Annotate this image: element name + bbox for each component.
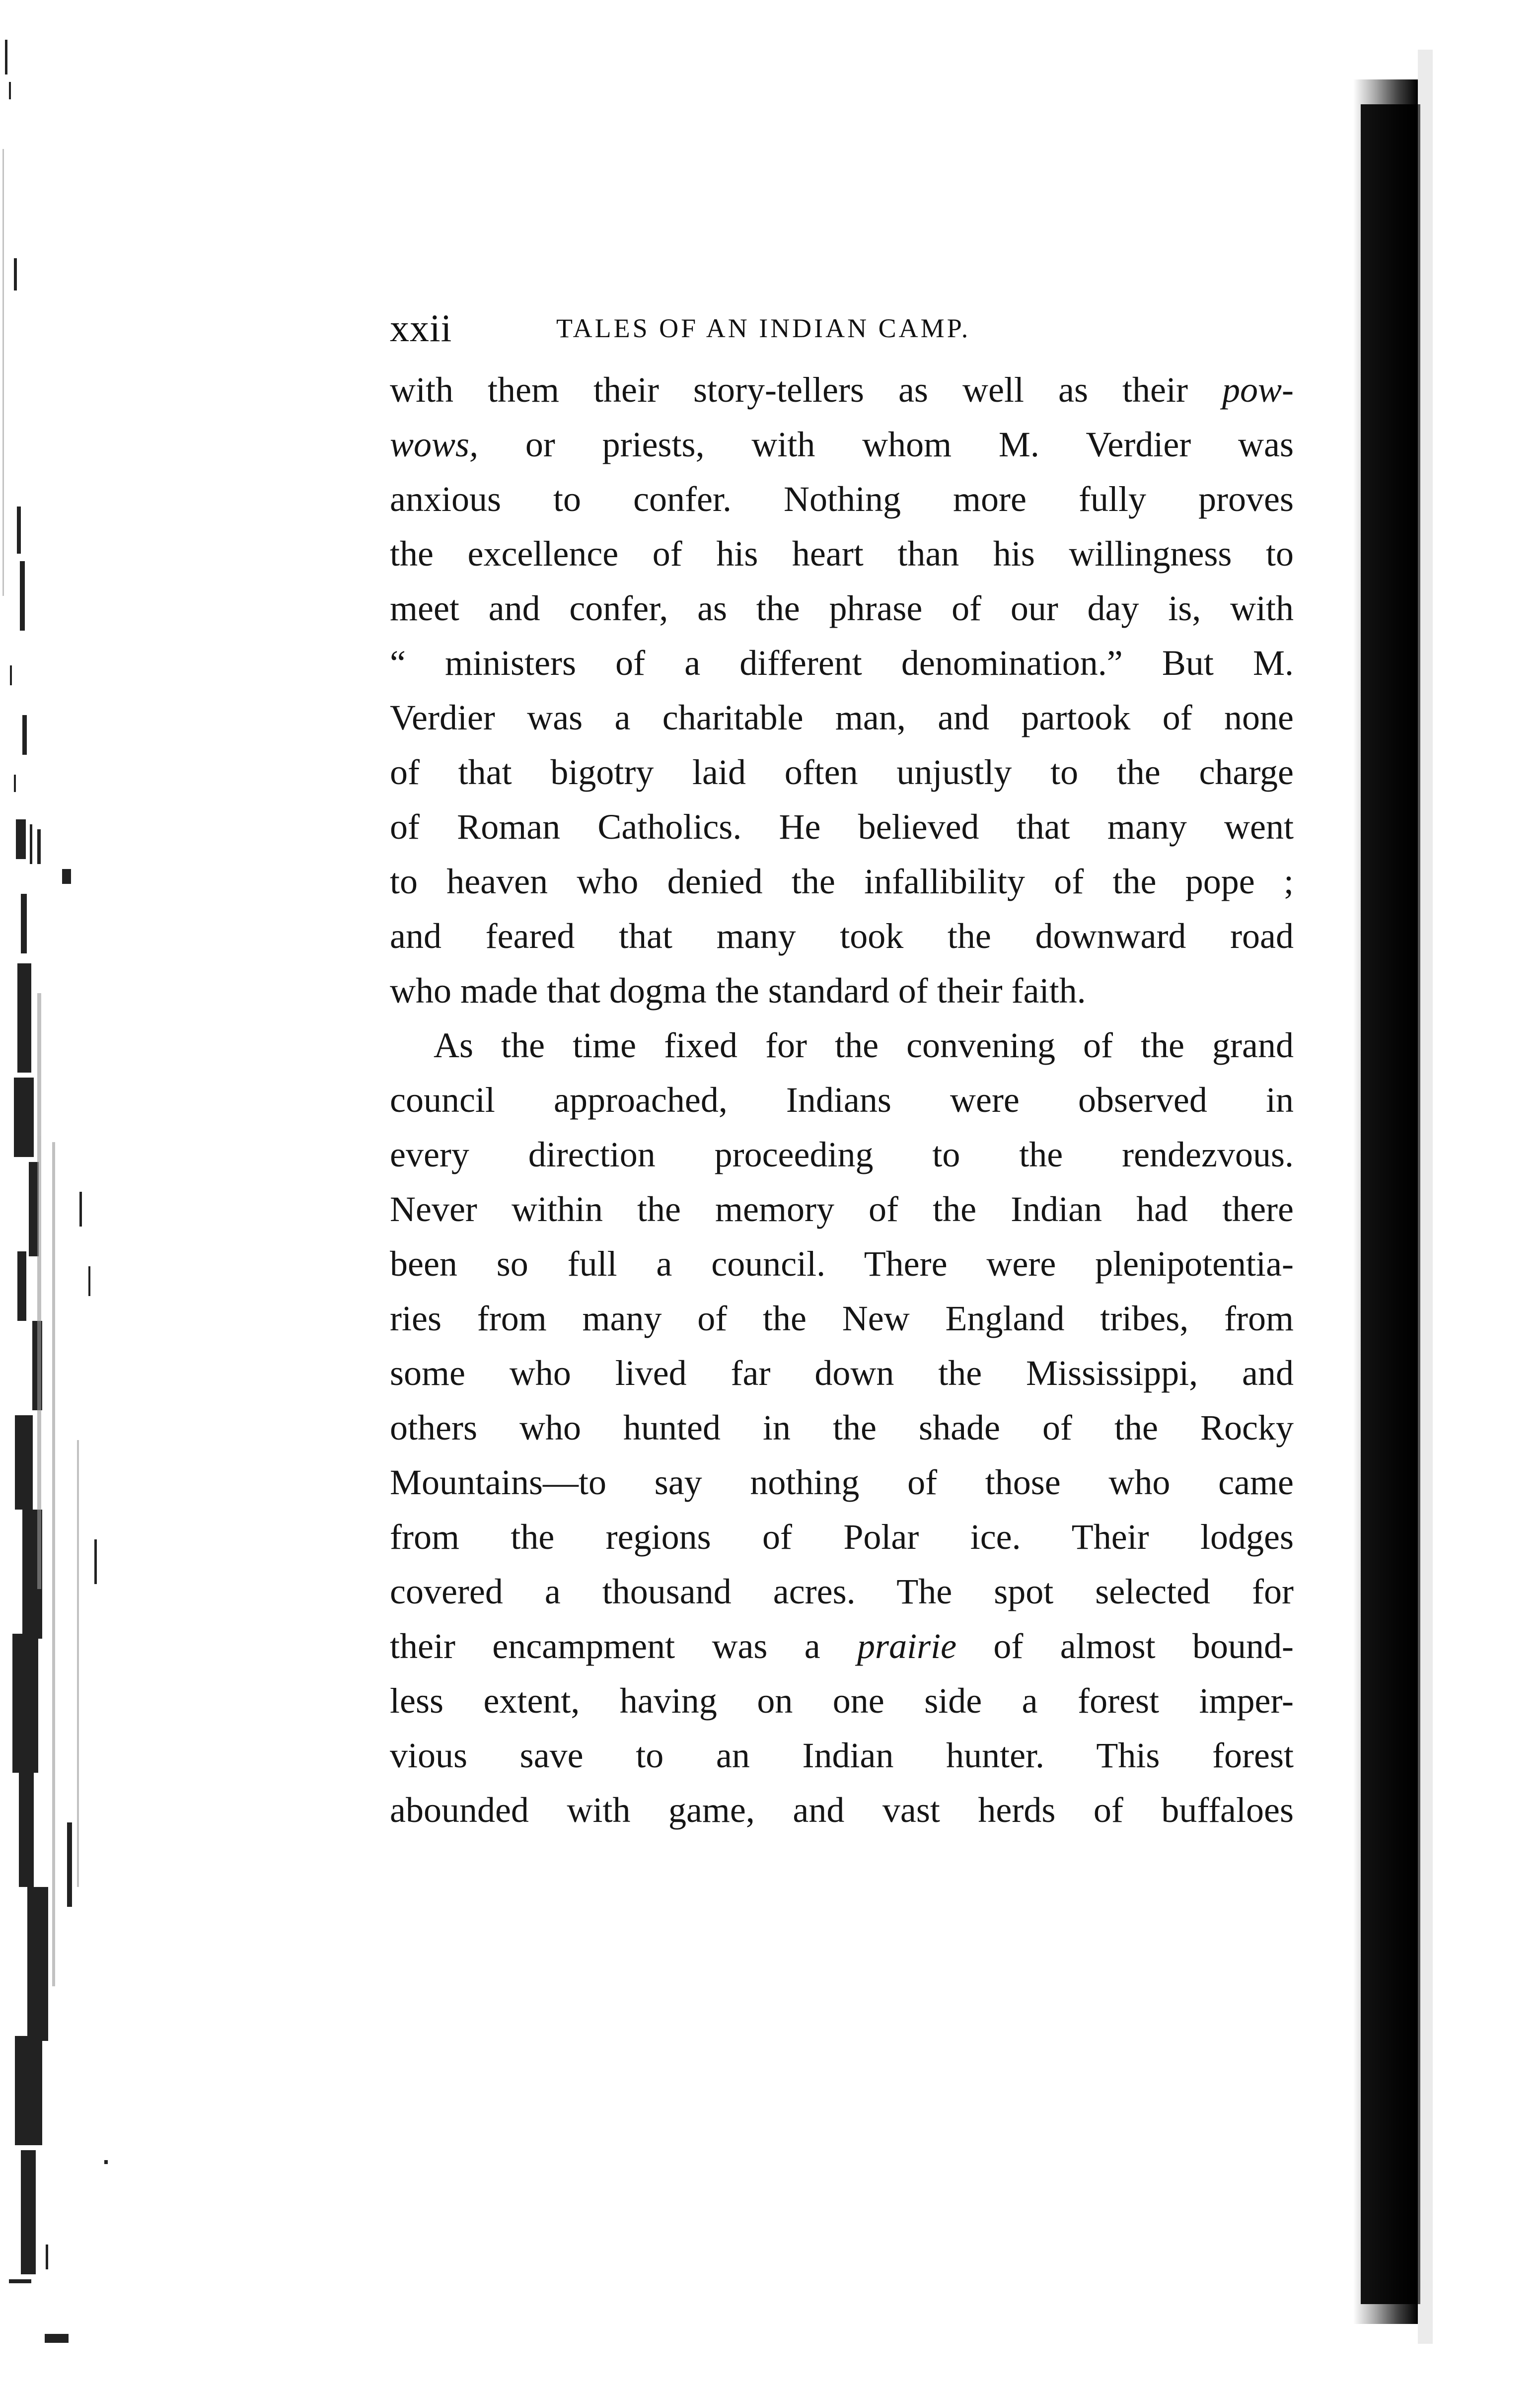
text-line: vious save to an Indian hunter. This forest bbox=[390, 1736, 1294, 1775]
binding-edge bbox=[1361, 104, 1420, 2304]
text-line: and feared that many took the downward road bbox=[390, 916, 1294, 956]
text-line: ries from many of the New England tribes, from bbox=[390, 1299, 1294, 1338]
text-line: their encampment was a prairie of almost bound- bbox=[390, 1626, 1294, 1666]
text-line: Mountains—to say nothing of those who came bbox=[390, 1462, 1294, 1502]
text-line: covered a thousand acres. The spot selected for bbox=[390, 1572, 1294, 1611]
paragraph-2 bbox=[390, 1018, 1294, 1837]
text-line: some who lived far down the Mississippi, and bbox=[390, 1353, 1294, 1393]
page-number: xxii bbox=[390, 306, 452, 350]
page-text-block bbox=[390, 293, 1294, 1837]
text-line: been so full a council. There were plenipotentia- bbox=[390, 1244, 1294, 1284]
running-header bbox=[390, 293, 1294, 362]
text-line: As the time fixed for the convening of the grand bbox=[434, 1025, 1294, 1065]
text-line: to heaven who denied the infallibility of the pope ; bbox=[390, 862, 1294, 901]
text-line: of Roman Catholics. He believed that many went bbox=[390, 807, 1294, 847]
text-line: anxious to confer. Nothing more fully proves bbox=[390, 479, 1294, 519]
paragraph-1 bbox=[390, 362, 1294, 1018]
text-line: wows, or priests, with whom M. Verdier was bbox=[390, 425, 1294, 464]
text-line: meet and confer, as the phrase of our day is, with bbox=[390, 588, 1294, 628]
text-line: Never within the memory of the Indian had there bbox=[390, 1189, 1294, 1229]
text-line: council approached, Indians were observed in bbox=[390, 1080, 1294, 1120]
running-title: TALES OF AN INDIAN CAMP. bbox=[556, 313, 971, 343]
text-line: “ ministers of a different denomination.” But M. bbox=[390, 643, 1294, 683]
text-line: abounded with game, and vast herds of buffaloes bbox=[390, 1790, 1294, 1830]
text-line: the excellence of his heart than his willingness to bbox=[390, 534, 1294, 574]
text-line: every direction proceeding to the rendezvous. bbox=[390, 1135, 1294, 1174]
text-line: Verdier was a charitable man, and partook of none bbox=[390, 698, 1294, 737]
text-line: from the regions of Polar ice. Their lodges bbox=[390, 1517, 1294, 1557]
text-line: with them their story-tellers as well as their pow- bbox=[390, 370, 1294, 410]
text-line: less extent, having on one side a forest imper- bbox=[390, 1681, 1294, 1721]
scan-noise-graphic bbox=[0, 0, 129, 2391]
text-line: of that bigotry laid often unjustly to the charge bbox=[390, 752, 1294, 792]
binding-edge-highlight bbox=[1418, 50, 1433, 2344]
left-gutter-scan-artifacts bbox=[0, 0, 129, 2391]
text-line: who made that dogma the standard of their faith. bbox=[390, 971, 1086, 1011]
text-line: others who hunted in the shade of the Rocky bbox=[390, 1408, 1294, 1448]
